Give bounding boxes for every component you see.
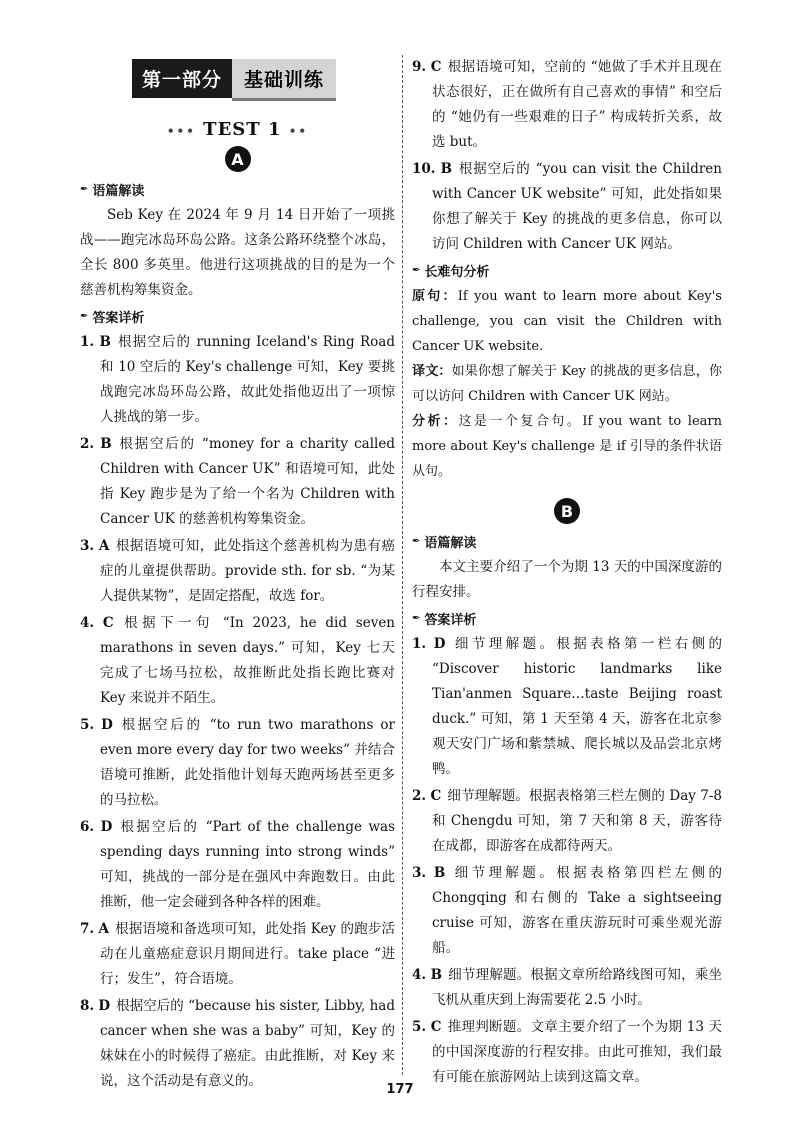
answer-choice: B [99,334,111,350]
answer-choice: B [433,865,446,881]
original-label: 原句： [412,289,458,304]
answer-choice: A [98,921,110,937]
answers-heading-a-label: 答案详析 [92,311,145,326]
decor-dots-left: ••• [166,124,196,138]
answer-explanation: 根据空后的 running Iceland's Ring Road 和 10 空后的 Key's challenge 可知，Key 要挑战跑完冰岛环岛公路，故此处指他迈出了一项惊人挑战的第一步。 [100,334,395,425]
answer-explanation: 细节理解题。根据表格第四栏左侧的 Chongqing 和右侧的 Take a sightseeing cruise 可知，游客在重庆游玩时可乘坐观光游船。 [432,865,722,956]
answer-explanation: 根据语境可知，此处指这个慈善机构为患有癌症的儿童提供帮助。provide sth. for sb. “为某人提供某物”，是固定搭配，故选 for。 [100,538,396,604]
test-title-text: TEST 1 [203,119,282,140]
answer-number: 2. [412,788,427,804]
answer-item [412,157,722,257]
pen-arrow-icon: ✒ [80,184,89,195]
answer-number: 6. [80,819,95,835]
answer-item [412,632,722,782]
answer-item [80,611,395,711]
answer-choice: B [440,161,453,177]
pen-arrow-icon: ✒ [412,536,421,547]
reading-heading-a [80,180,395,199]
answer-list-a-right [412,55,722,257]
answer-number: 8. [80,998,95,1014]
answer-choice: B [100,436,112,452]
left-column [80,55,395,1096]
passage-b-badge: B [554,498,580,524]
answer-number: 5. [412,1019,427,1035]
answer-explanation: 根据空后的 “money for a charity called Children with Cancer UK” 和语境可知，此处指 Key 跑步是为了给一个名为 Children with Cancer UK 的慈善机构筹集资金。 [100,436,396,527]
answer-explanation: 细节理解题。根据表格第三栏左侧的 Day 7-8 和 Chengdu 可知，第 7 天和第 8 天，游客待在成都，即游客在成都待两天。 [432,788,723,854]
answer-number: 7. [80,921,95,937]
column-divider [402,55,403,1075]
reading-heading-a-label: 语篇解读 [92,184,145,199]
part-title: 基础训练 [232,59,336,101]
answers-heading-a [80,307,395,326]
long-sentence-heading-label: 长难句分析 [424,265,490,280]
passage-b-summary: 本文主要介绍了一个为期 13 天的中国深度游的行程安排。 [412,559,722,600]
answer-item [80,815,395,915]
original-text: If you want to learn more about Key's challenge, you can visit the Children with Cancer UK website. [412,289,722,354]
answer-explanation: 根据语境和备选项可知，此处指 Key 的跑步活动在儿童癌症意识月期间进行。take place “进行；发生”，符合语境。 [100,921,396,987]
answers-heading-b-label: 答案详析 [424,613,477,628]
answer-number: 9. [412,59,427,75]
answer-explanation: 根据语境可知，空前的 “她做了手术并且现在状态很好，正在做所有自己喜欢的事情” 和空后的 “她仍有一些艰难的日子” 构成转折关系，故选 but。 [432,59,722,150]
long-sentence-heading [412,261,722,280]
answer-explanation: 根据空后的 “to run two marathons or even more every day for two weeks” 并结合语境可推断，此处指他计划每天跑两场甚至更多的马拉松。 [100,717,395,808]
page-number: 177 [386,1082,414,1097]
translation [412,359,722,409]
answer-item [80,917,395,992]
test-title [80,119,395,140]
passage-a-summary: Seb Key 在 2024 年 9 月 14 日开始了一项挑战——跑完冰岛环岛公路。这条公路环绕整个冰岛，全长 800 多英里。他进行这项挑战的目的是为一个慈善机构筹集资金。 [80,207,395,298]
answer-item [412,1015,722,1090]
answer-choice: D [101,717,113,733]
answer-list-a-left [80,330,395,1094]
right-column [412,55,722,1092]
analysis-text: 这是一个复合句。If you want to learn more about Key's challenge 是 if 引导的条件状语从句。 [412,414,722,479]
answer-item [80,713,395,813]
reading-heading-b [412,532,722,551]
decor-dots-right: •• [288,124,309,138]
answer-item [412,784,722,859]
answer-item [412,861,722,961]
answer-list-b [412,632,722,1090]
analysis [412,409,722,484]
answer-explanation: 根据下一句 “In 2023, he did seven marathons in seven days.” 可知，Key 七天完成了七场马拉松，故推断此处指长跑比赛对 Key 来说并不陌生。 [100,615,395,706]
answer-number: 3. [412,865,427,881]
answer-choice: B [430,967,443,983]
answer-choice: D [433,636,446,652]
answer-number: 1. [80,334,95,350]
pen-arrow-icon: ✒ [80,311,89,322]
answer-explanation: 推理判断题。文章主要介绍了一个为期 13 天的中国深度游的行程安排。由此可推知，我们最有可能在旅游网站上读到这篇文章。 [432,1019,723,1085]
pen-arrow-icon: ✒ [412,265,421,276]
answer-choice: C [102,615,114,631]
answer-item [80,994,395,1094]
answer-item [412,55,722,155]
answers-heading-b [412,609,722,628]
answer-number: 10. [412,161,436,177]
section-banner [80,55,395,105]
answer-item [80,330,395,430]
answer-choice: C [430,59,442,75]
answer-number: 4. [80,615,95,631]
part-label: 第一部分 [132,59,232,98]
answer-number: 2. [80,436,95,452]
passage-a-badge: A [225,146,251,172]
answer-choice: C [430,788,442,804]
translation-label: 译文： [412,364,452,379]
answer-item [412,963,722,1013]
answer-explanation: 根据空后的 “because his sister, Libby, had cancer when she was a baby” 可知，Key 的妹妹在小的时候得了癌症。由此推断，对 Key 来说，这个活动是有意义的。 [100,998,396,1089]
answer-choice: D [100,819,113,835]
translation-text: 如果你想了解关于 Key 的挑战的更多信息，你可以访问 Children with Cancer UK 网站。 [412,364,722,404]
answer-explanation: 根据空后的 “you can visit the Children with Cancer UK website” 可知，此处指如果你想了解关于 Key 的挑战的更多信息，你可以访问 Children with Cancer UK 网站。 [432,161,722,252]
answer-number: 5. [80,717,95,733]
answer-explanation: 根据空后的 “Part of the challenge was spending days running into strong winds” 可知，挑战的一部分是在强风中奔跑数日。由此推断，他一定会碰到各种各样的困难。 [100,819,396,910]
answer-number: 1. [412,636,427,652]
analysis-label: 分析： [412,414,459,429]
answer-item [80,432,395,532]
pen-arrow-icon: ✒ [412,613,421,624]
answer-choice: C [430,1019,442,1035]
answer-number: 3. [80,538,95,554]
answer-item [80,534,395,609]
answer-explanation: 细节理解题。根据表格第一栏右侧的 “Discover historic landmarks like Tian'anmen Square…taste Beijing roast duck.” 可知，第 1 天至第 4 天，游客在北京参观天安门广场和紫禁城、爬长城以及品尝北京烤鸭。 [432,636,723,777]
answer-choice: D [98,998,111,1014]
reading-heading-b-label: 语篇解读 [424,536,477,551]
answer-explanation: 细节理解题。根据文章所给路线图可知，乘坐飞机从重庆到上海需要花 2.5 小时。 [432,967,723,1008]
answer-number: 4. [412,967,427,983]
answer-choice: A [98,538,110,554]
original-sentence [412,284,722,359]
